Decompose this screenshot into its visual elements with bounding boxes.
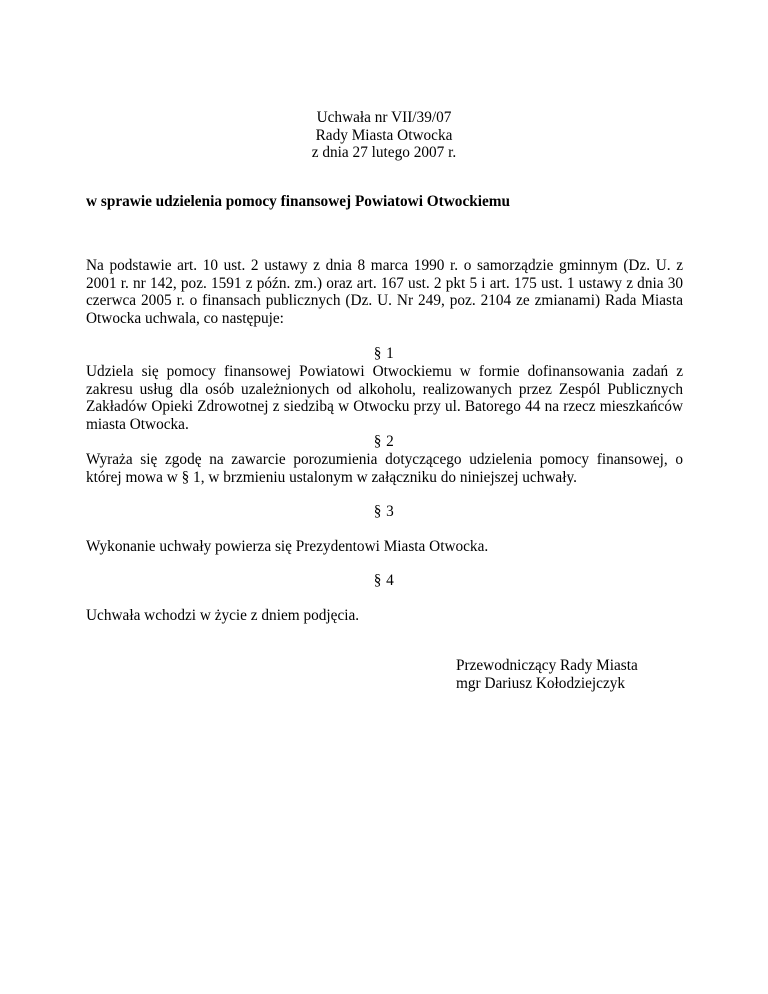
section-4-text: Uchwała wchodzi w życie z dniem podjęcia. — [86, 607, 360, 624]
section-2-text: Wyraża się zgodę na zawarcie porozumienia dotyczącego udzielenia pomocy finansowej, o której mowa w § 1, w brzmieniu ustalonym w załączniku do niniejszej uchwały. — [86, 451, 683, 486]
resolution-header — [0, 109, 768, 162]
section-2 — [86, 451, 683, 486]
preamble — [86, 257, 683, 327]
section-3-text: Wykonanie uchwały powierza się Prezydentowi Miasta Otwocka. — [86, 538, 489, 555]
section-2-mark: § 2 — [373, 433, 395, 450]
resolution-date: z dnia 27 lutego 2007 r. — [311, 144, 457, 162]
signatory-name: mgr Dariusz Kołodziejczyk — [456, 674, 626, 692]
section-1 — [86, 363, 683, 433]
preamble-text: Na podstawie art. 10 ust. 2 ustawy z dnia 8 marca 1990 r. o samorządzie gminnym (Dz. U. z 2001 r. nr 142, poz. 1591 z późn. zm.) oraz art. 167 ust. 2 pkt 5 i art. 175 ust. 1 ustawy z dnia 30 czerwca 2005 r. o finansach publicznych (Dz. U. Nr 249, poz. 2104 ze zmianami) Rada Miasta Otwocka uchwala, co następuje: — [86, 257, 683, 327]
resolution-number: Uchwała nr VII/39/07 — [316, 109, 452, 126]
section-3-mark: § 3 — [373, 503, 395, 520]
resolution-subject: w sprawie udzielenia pomocy finansowej Powiatowi Otwockiemu — [86, 193, 511, 210]
section-1-mark: § 1 — [373, 345, 395, 362]
signature-block — [456, 657, 716, 692]
section-4 — [86, 607, 683, 625]
section-3 — [86, 538, 683, 556]
section-4-mark: § 4 — [373, 572, 395, 589]
section-1-text: Udziela się pomocy finansowej Powiatowi Otwockiemu w formie dofinansowania zadań z zakresu usług dla osób uzależnionych od alkoholu, realizowanych przez Zespól Publicznych Zakładów Opieki Zdrowotnej z siedzibą w Otwocku przy ul. Batorego 44 na rzecz mieszkańców miasta Otwocka. — [86, 363, 683, 433]
signatory-title: Przewodniczący Rady Miasta — [456, 657, 638, 674]
issuing-body: Rady Miasta Otwocka — [315, 126, 453, 144]
